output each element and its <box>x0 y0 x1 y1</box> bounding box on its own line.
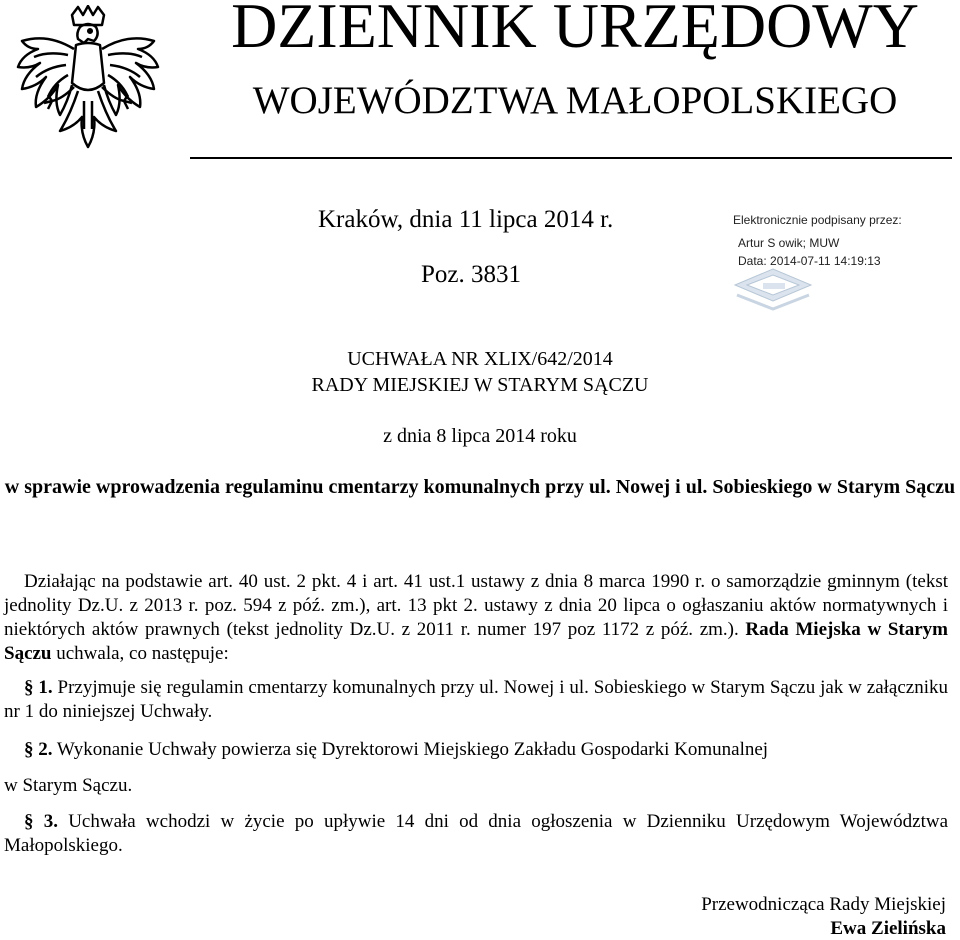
intro-council: Rada Miejska w Starym Sączu <box>4 619 948 665</box>
section-2 <box>4 738 948 762</box>
section-3-text: Uchwała wchodzi w życie po upływie 14 dni od dnia ogłoszenia w Dzienniku Urzędowym Województwa Małopolskiego. <box>4 811 948 857</box>
council-name: RADY MIEJSKIEJ W STARYM SĄCZU <box>311 374 649 396</box>
coat-of-arms-eagle-icon <box>8 5 168 165</box>
section-2-label: § 2. <box>24 739 53 760</box>
gazette-title: DZIENNIK URZĘDOWY <box>231 0 919 61</box>
position-number: Poz. 3831 <box>421 261 521 288</box>
signer-name: Ewa Zielińska <box>830 918 946 939</box>
resolution-date: z dnia 8 lipca 2014 roku <box>383 425 577 447</box>
section-3 <box>4 810 948 858</box>
signer-role: Przewodnicząca Rady Miejskiej <box>701 894 946 915</box>
signature-line-2: Artur S owik; MUW <box>738 236 840 250</box>
place-date: Kraków, dnia 11 lipca 2014 r. <box>318 206 614 233</box>
electronic-signature <box>733 213 953 309</box>
resolution-subject: w sprawie wprowadzenia regulaminu cmentarzy komunalnych przy ul. Nowej i ul. Sobieskiego w Starym Sączu <box>4 476 956 498</box>
section-1-label: § 1. <box>24 677 53 698</box>
resolution-number: UCHWAŁA NR XLIX/642/2014 <box>347 348 613 370</box>
section-1-text: Przyjmuje się regulamin cmentarzy komunalnych przy ul. Nowej i ul. Sobieskiego w Starym Sączu jak w załączniku nr 1 do niniejszej Uchwały. <box>4 677 948 723</box>
intro-paragraph <box>4 570 948 667</box>
signature-line-1: Elektronicznie podpisany przez: <box>733 213 902 227</box>
section-3-label: § 3. <box>24 811 58 832</box>
header-divider <box>190 157 952 159</box>
section-1 <box>4 676 948 724</box>
intro-end: uchwala, co następuje: <box>56 643 229 665</box>
intro-text: Działając na podstawie art. 40 ust. 2 pkt. 4 i art. 41 ust.1 ustawy z dnia 8 marca 1990 r. o samorządzie gminnym (tekst jednolity Dz.U. z 2013 r. poz. 594 z póź. zm.), art. 13 pkt 2. ustawy z dnia 20 lipca o ogłaszaniu aktów normatywnych i niektórych aktów prawnych (tekst jednolity Dz.U. z 2011 r. numer 197 poz 1172 z póź. zm.). <box>4 571 948 641</box>
signature-logo-icon <box>733 265 813 313</box>
signature-line-3: Data: 2014-07-11 14:19:13 <box>738 254 881 268</box>
gazette-subtitle: WOJEWÓDZTWA MAŁOPOLSKIEGO <box>252 79 898 122</box>
section-2-continuation: w Starym Sączu. <box>4 775 133 796</box>
section-2-text: Wykonanie Uchwały powierza się Dyrektorowi Miejskiego Zakładu Gospodarki Komunalnej <box>56 739 769 760</box>
